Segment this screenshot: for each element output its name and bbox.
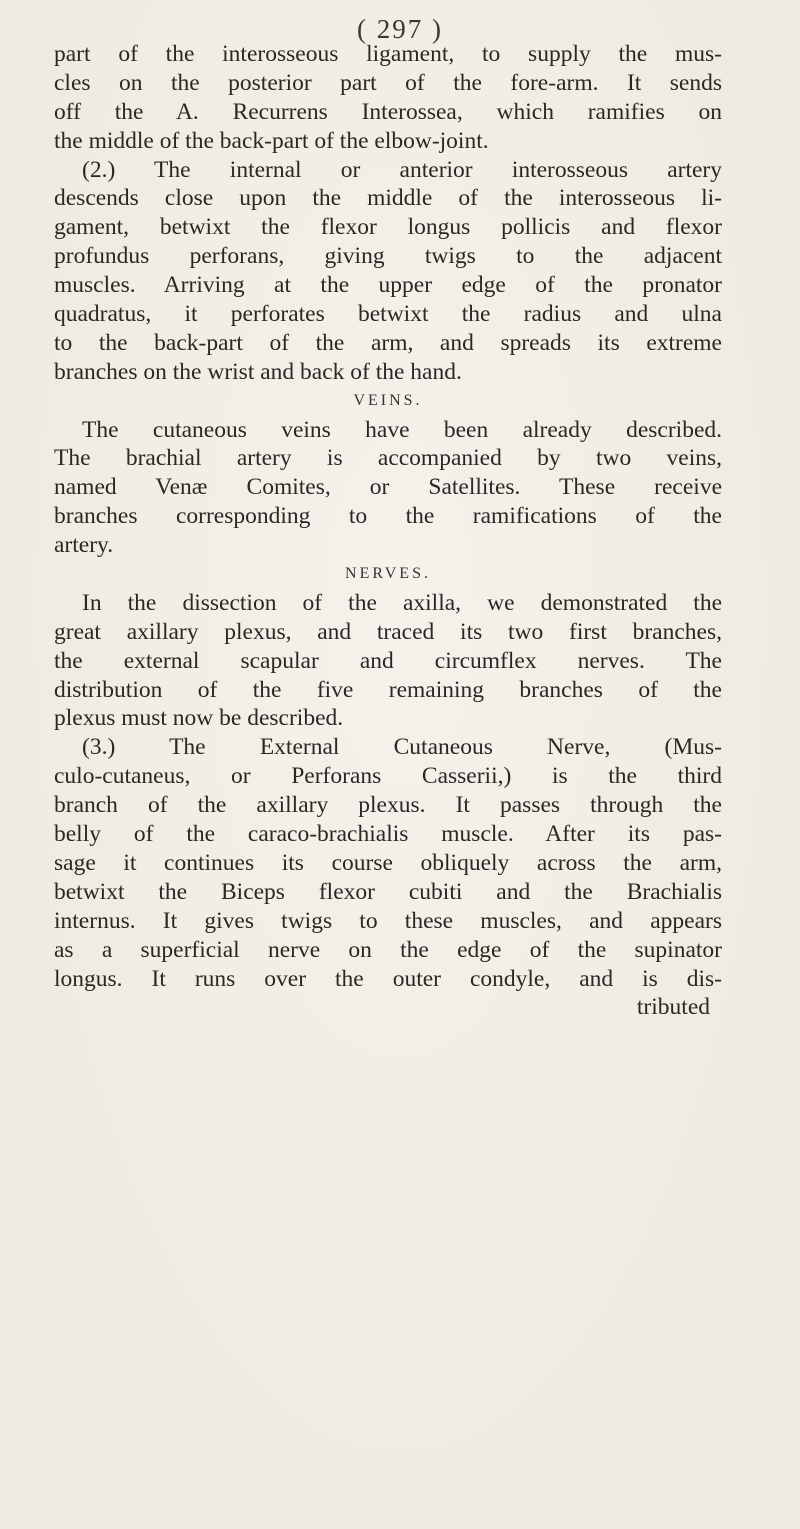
- text-line: In the dissection of the axilla, we demonstrated the: [82, 589, 722, 616]
- text-line: The cutaneous veins have been already described.: [82, 416, 722, 443]
- paragraph-internal-interosseous: [54, 156, 722, 387]
- text-line: named Venæ Comites, or Satellites. These receive: [54, 474, 722, 501]
- text-line: as a superficial nerve on the edge of the supinator: [54, 936, 722, 963]
- text-line: branches corresponding to the ramifications of the: [54, 503, 722, 530]
- paragraph-continuation: [54, 40, 722, 156]
- text-line: cles on the posterior part of the fore-arm. It sends: [54, 69, 722, 96]
- text-line: the middle of the back-part of the elbow-joint.: [54, 127, 489, 154]
- text-line: part of the interosseous ligament, to supply the mus-: [54, 41, 722, 67]
- text-line: muscles. Arriving at the upper edge of the pronator: [54, 272, 722, 299]
- text-line: artery.: [54, 532, 114, 559]
- paragraph-external-cutaneous-nerve: [54, 733, 722, 993]
- text-line: longus. It runs over the outer condyle, and is dis-: [54, 965, 722, 992]
- text-line: (2.) The internal or anterior interosseous artery: [82, 156, 722, 183]
- text-line: profundus perforans, giving twigs to the adjacent: [54, 243, 722, 270]
- body-text: [54, 40, 722, 1022]
- text-line: off the A. Recurrens Interossea, which ramifies on: [54, 98, 722, 125]
- page-number: ( 297 ): [357, 14, 443, 44]
- text-line: to the back-part of the arm, and spreads its extreme: [54, 329, 722, 356]
- text-line: descends close upon the middle of the interosseous li-: [54, 185, 722, 212]
- text-line: The brachial artery is accompanied by two veins,: [54, 445, 722, 472]
- paragraph-nerves: [54, 589, 722, 733]
- text-line: branch of the axillary plexus. It passes through the: [54, 792, 722, 819]
- text-line: betwixt the Biceps flexor cubiti and the Brachialis: [54, 878, 722, 905]
- text-line: great axillary plexus, and traced its two first branches,: [54, 618, 722, 645]
- text-line: internus. It gives twigs to these muscles, and appears: [54, 907, 722, 934]
- text-line: belly of the caraco-brachialis muscle. After its pas-: [54, 821, 722, 848]
- text-line: branches on the wrist and back of the hand.: [54, 358, 462, 385]
- text-line: sage it continues its course obliquely across the arm,: [54, 849, 722, 876]
- text-line: culo-cutaneus, or Perforans Casserii,) is the third: [54, 763, 722, 790]
- catchword: tributed: [636, 994, 710, 1021]
- text-line: the external scapular and circumflex nerves. The: [54, 647, 722, 674]
- text-line: gament, betwixt the flexor longus pollicis and flexor: [54, 214, 722, 241]
- text-line: plexus must now be described.: [54, 705, 344, 732]
- text-line: quadratus, it perforates betwixt the radius and ulna: [54, 301, 722, 328]
- text-line: distribution of the five remaining branches of the: [54, 676, 722, 703]
- section-heading-veins: VEINS.: [353, 391, 423, 409]
- section-heading-nerves: NERVES.: [345, 565, 431, 583]
- text-line: (3.) The External Cutaneous Nerve, (Mus-: [82, 734, 722, 761]
- paragraph-veins: [54, 416, 722, 560]
